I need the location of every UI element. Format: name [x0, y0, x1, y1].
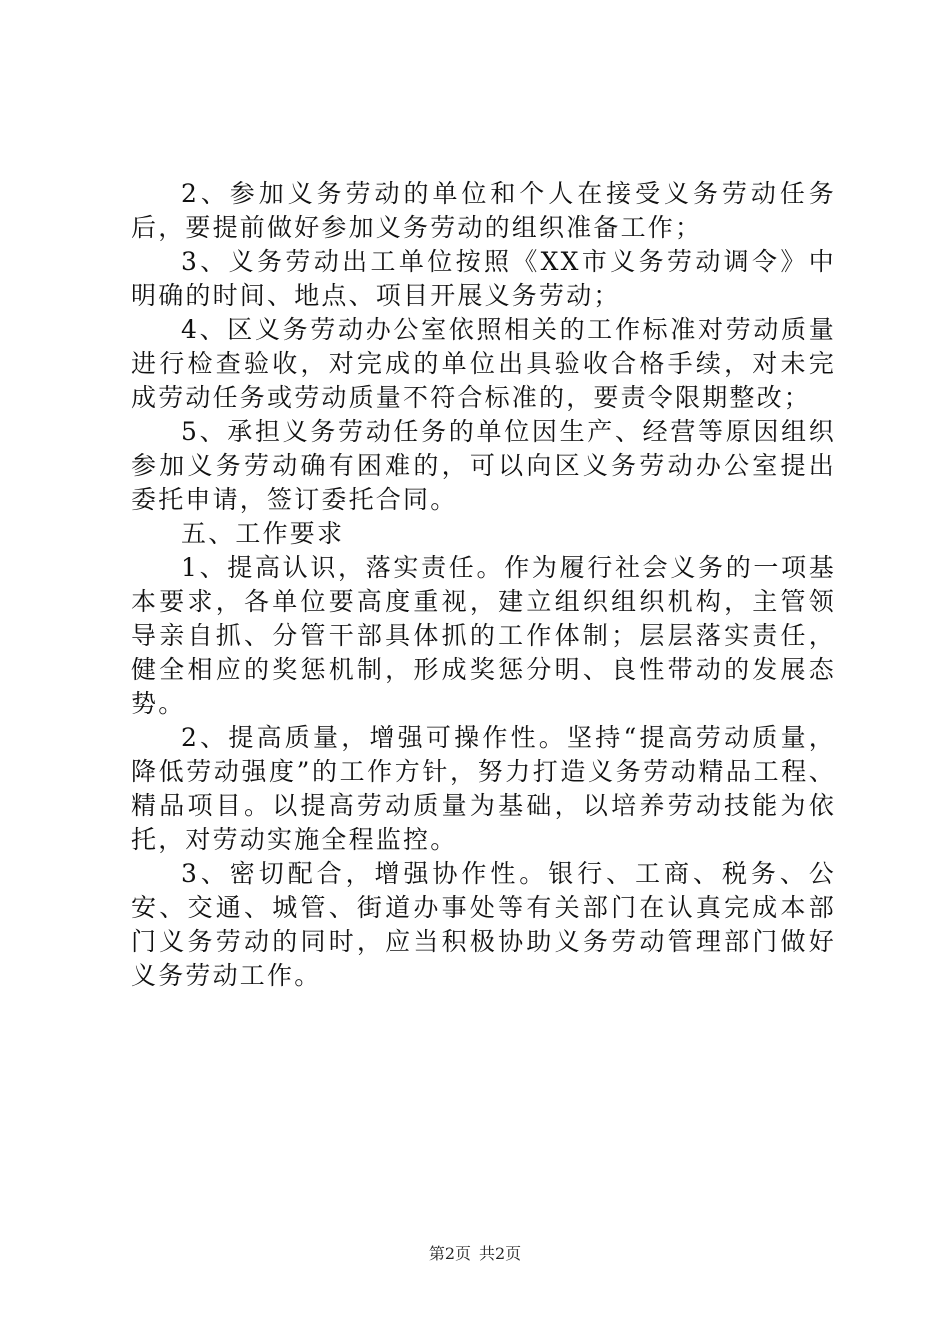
page-total: 共2页: [479, 1244, 522, 1263]
requirement-item-2: 2、提高质量，增强可操作性。坚持“提高劳动质量，降低劳动强度”的工作方针，努力打造义务劳动精品工程、精品项目。以提高劳动质量为基础，以培养劳动技能为依托，对劳动实施全程监控。: [131, 723, 836, 854]
page-footer: [0, 1243, 950, 1265]
page-number: 第2页: [428, 1244, 471, 1263]
requirement-item-1: 1、提高认识，落实责任。作为履行社会义务的一项基本要求，各单位要高度重视，建立组织组织机构，主管领导亲自抓、分管干部具体抓的工作体制；层层落实责任，健全相应的奖惩机制，形成奖惩分明、良性带动的发展态势。: [131, 553, 836, 718]
section-heading-work-requirements: 五、工作要求: [181, 519, 345, 548]
paragraph-item-3: 3、义务劳动出工单位按照《XX市义务劳动调令》中明确的时间、地点、项目开展义务劳动；: [131, 247, 836, 310]
paragraph-item-4: 4、区义务劳动办公室依照相关的工作标准对劳动质量进行检查验收，对完成的单位出具验收合格手续，对未完成劳动任务或劳动质量不符合标准的，要责令限期整改；: [131, 315, 836, 412]
document-body: [131, 177, 836, 993]
paragraph-item-5: 5、承担义务劳动任务的单位因生产、经营等原因组织参加义务劳动确有困难的，可以向区义务劳动办公室提出委托申请，签订委托合同。: [131, 417, 836, 514]
requirement-item-3: 3、密切配合，增强协作性。银行、工商、税务、公安、交通、城管、街道办事处等有关部门在认真完成本部门义务劳动的同时，应当积极协助义务劳动管理部门做好义务劳动工作。: [131, 859, 836, 990]
paragraph-item-2: 2、参加义务劳动的单位和个人在接受义务劳动任务后，要提前做好参加义务劳动的组织准备工作；: [131, 179, 836, 242]
